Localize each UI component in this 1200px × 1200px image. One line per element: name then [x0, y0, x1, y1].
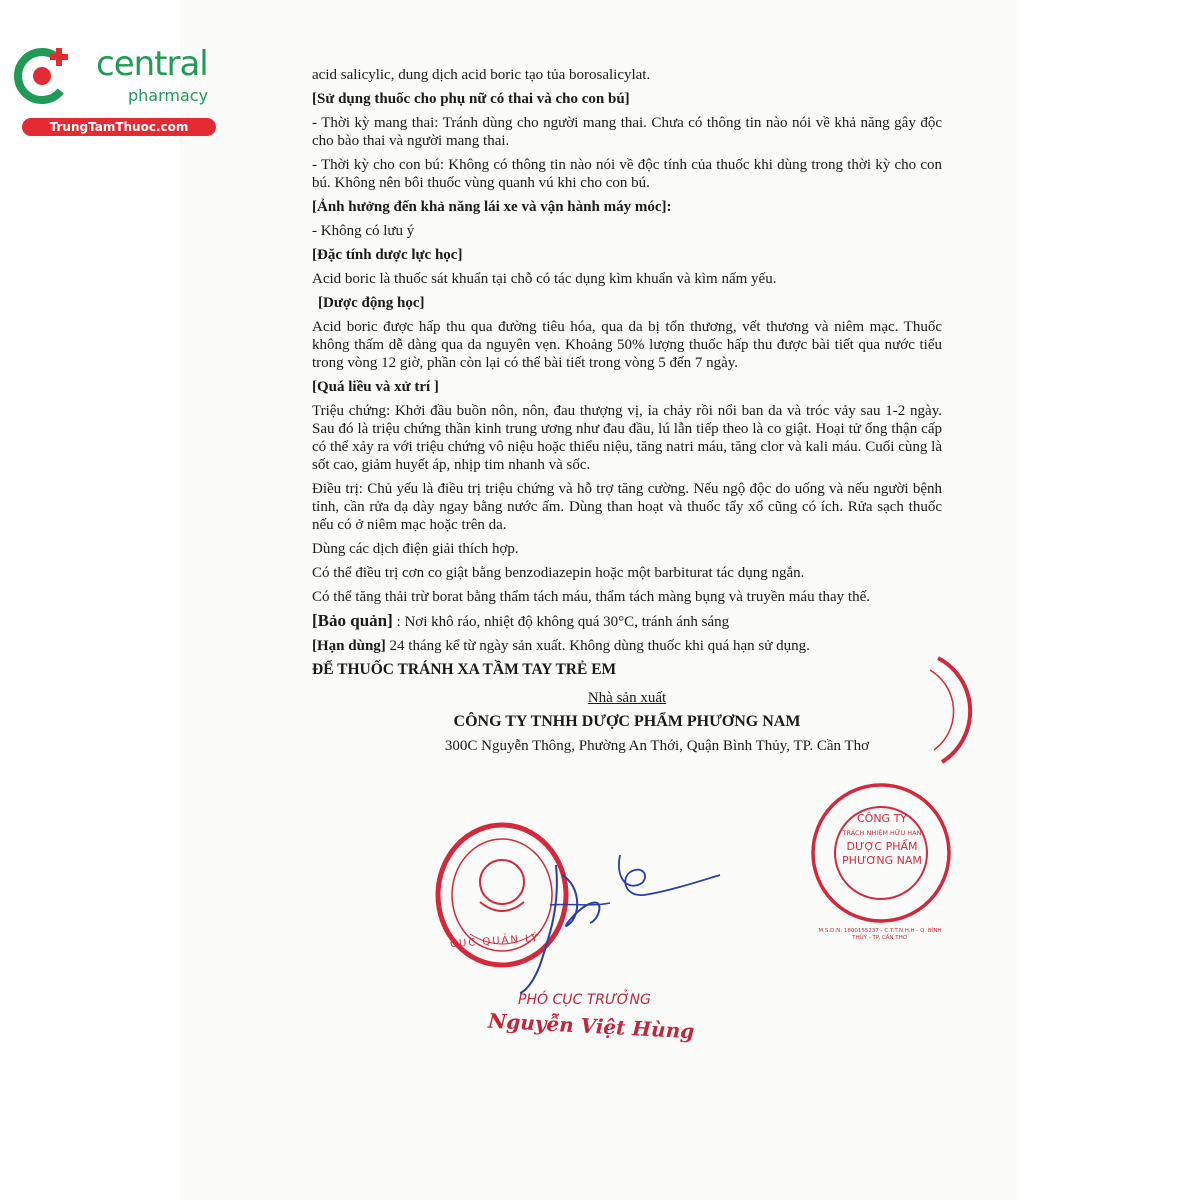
para-pharmacodynamics: Acid boric là thuốc sát khuẩn tại chỗ có tác dụng kìm khuẩn và kìm nấm yếu. — [312, 271, 777, 287]
logo-url: TrungTamThuoc.com — [22, 118, 216, 136]
manufacturer-label: Nhà sản xuất — [587, 690, 667, 706]
child-warning: ĐỂ THUỐC TRÁNH XA TẦM TAY TRẺ EM — [312, 661, 617, 678]
document-body — [312, 66, 942, 770]
heading-overdose: [Quá liều và xử trí ] — [312, 379, 439, 395]
government-seal-ring: CỤC QUẢN LÝ — [449, 932, 540, 951]
para-driving: - Không có lưu ý — [312, 223, 415, 239]
logo-brand: central — [96, 44, 208, 84]
para-symptoms: Triệu chứng: Khởi đầu buồn nôn, nôn, đau thượng vị, ỉa chảy rồi nổi ban da và tróc vảy sau 1-2 ngày. Sau đó là triệu chứng thần kinh trung ương như đau đầu, lú lẫn tiếp theo là co giật. Hoại tử ống thận cấp có thể xảy ra với triệu chứng vô niệu hoặc thiểu niệu, tăng natri máu, tăng clor và kali máu. Cuối cùng là sốt cao, giảm huyết áp, nhịp tim nhanh và sốc. — [312, 403, 942, 473]
company-stamp-ring: M.S.D.N: 1800155237 - C.T.T.N.H.H - Q. BÌNH THỦY - TP. CẦN THƠ — [818, 928, 942, 941]
heading-driving: [Ảnh hưởng đến khả năng lái xe và vận hành máy móc]: — [312, 199, 672, 215]
signatory-title: PHÓ CỤC TRƯỞNG — [518, 992, 651, 1008]
company-name: CÔNG TY TNHH DƯỢC PHẨM PHƯƠNG NAM — [453, 713, 801, 730]
heading-pregnancy: [Sử dụng thuốc cho phụ nữ có thai và cho con bú] — [312, 91, 630, 107]
logo-sub: pharmacy — [128, 86, 209, 105]
expiry-line — [312, 637, 942, 655]
signatory-name: Nguyễn Việt Hùng — [487, 1008, 695, 1044]
para-nursing: - Thời kỳ cho con bú: Không có thông tin nào nói về độc tính của thuốc khi dùng trong thời kỳ cho con bú. Không nên bôi thuốc vùng quanh vú khi cho con bú. — [312, 157, 942, 191]
para-pregnancy: - Thời kỳ mang thai: Tránh dùng cho người mang thai. Chưa có thông tin nào nói về khả năng gây độc cho bào thai và người mang thai. — [312, 115, 942, 149]
heading-pharmacokinetics: [Dược động học] — [318, 295, 425, 311]
intro-line: acid salicylic, dung dịch acid boric tạo tủa borosalicylat. — [312, 67, 651, 83]
para-electrolyte: Dùng các dịch điện giải thích hợp. — [312, 541, 519, 557]
stamp-line-1: CÔNG TY — [856, 812, 908, 825]
central-pharmacy-logo — [8, 38, 218, 138]
para-dialysis: Có thể tăng thải trừ borat bằng thẩm tách máu, thẩm tách màng bụng và truyền máu thay thế. — [312, 589, 870, 605]
para-treatment: Điều trị: Chủ yếu là điều trị triệu chứng và hỗ trợ tăng cường. Nếu ngộ độc do uống và nếu người bệnh tỉnh, cần rửa dạ dày ngay bằng nước ấm. Dùng than hoạt và thuốc tẩy xổ cũng có ích. Rửa sạch thuốc nếu có ở niêm mạc hoặc trên da. — [312, 481, 942, 533]
heading-pharmacodynamics: [Đặc tính dược lực học] — [312, 247, 463, 263]
company-address: 300C Nguyễn Thông, Phường An Thới, Quận Bình Thủy, TP. Cần Thơ — [444, 738, 870, 754]
para-storage: : Nơi khô ráo, nhiệt độ không quá 30°C, tránh ánh sáng — [392, 614, 730, 630]
stamp-line-2: TRÁCH NHIỆM HỮU HẠN — [842, 829, 922, 837]
company-stamp-text — [834, 812, 930, 868]
pharmacy-cross-icon — [12, 42, 76, 106]
para-expiry: 24 tháng kể từ ngày sản xuất. Không dùng thuốc khi quá hạn sử dụng. — [385, 638, 810, 654]
handwritten-signature — [520, 845, 730, 995]
partial-stamp-edge — [930, 650, 990, 770]
para-pharmacokinetics: Acid boric được hấp thu qua đường tiêu hóa, qua da bị tổn thương, vết thương và niêm mạc. Thuốc không thấm dễ dàng qua da nguyên vẹn. Khoảng 50% lượng thuốc hấp thu được bài tiết qua nước tiểu trong vòng 12 giờ, phần còn lại có thể bài tiết trong vòng 5 đến 7 ngày. — [312, 319, 942, 371]
heading-expiry: [Hạn dùng] — [312, 638, 386, 654]
heading-storage: [Bảo quản] — [312, 611, 393, 630]
para-seizure: Có thể điều trị cơn co giật bằng benzodiazepin hoặc một barbiturat tác dụng ngắn. — [312, 565, 805, 581]
storage-line — [312, 612, 942, 631]
stamp-line-3: DƯỢC PHẨM — [846, 840, 918, 853]
stamp-line-4: PHƯƠNG NAM — [842, 854, 922, 867]
